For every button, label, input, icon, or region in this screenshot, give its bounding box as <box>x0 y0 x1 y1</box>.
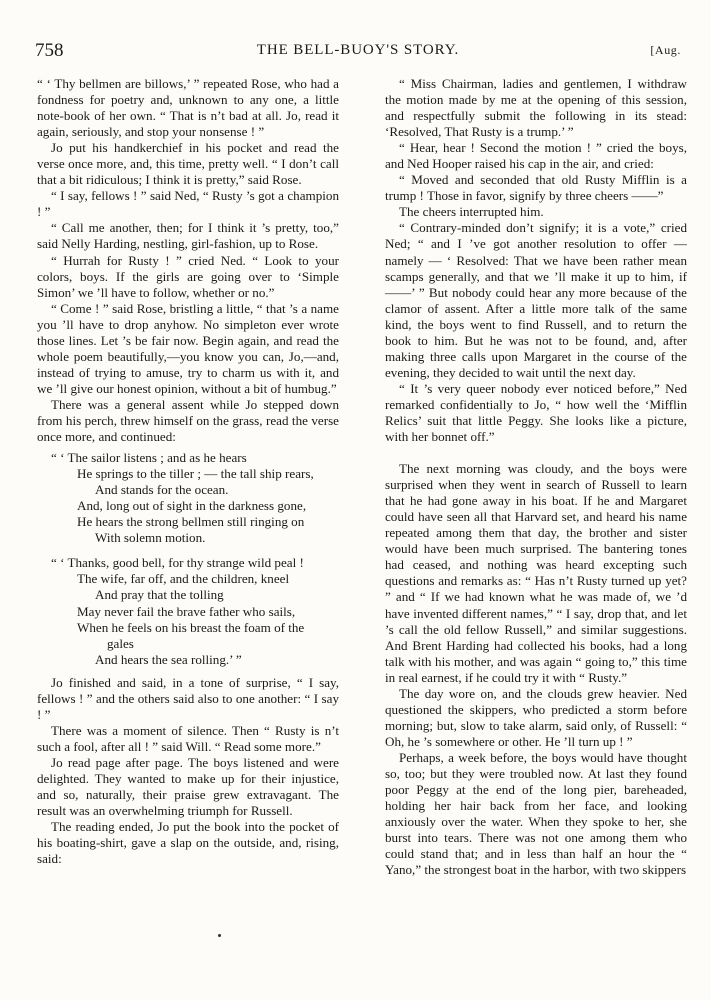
paragraph: “ Moved and seconded that old Rusty Mifflin is a trump ! Those in favor, signify by three cheers ——” <box>385 172 687 204</box>
paragraph: The day wore on, and the clouds grew heavier. Ned questioned the skippers, who predicted a storm before morning; but, slow to take alarm, said only, of Russell: “ Oh, he ’s somewhere or other. He ’ll turn up ! ” <box>385 685 687 749</box>
paragraph: “ Hurrah for Rusty ! ” cried Ned. “ Look to your colors, boys. If the girls are going over to ‘Simple Simon’ we ’ll have to follow, whether or no.” <box>37 252 339 300</box>
paragraph: “ Miss Chairman, ladies and gentlemen, I withdraw the motion made by me at the opening of this session, and respectfully submit the following in its stead: ‘Resolved, That Rusty is a trump.’ ” <box>385 76 687 140</box>
paragraph: There was a moment of silence. Then “ Rusty is n’t such a fool, after all ! ” said Will. “ Read some more.” <box>37 722 339 754</box>
poem-line: When he feels on his breast the foam of the <box>77 619 305 635</box>
paragraph: There was a general assent while Jo stepped down from his perch, threw himself on the grass, read the verse once more, and continued: <box>37 396 339 445</box>
paragraph: The reading ended, Jo put the book into the pocket of his boating-shirt, gave a slap on the outside, and, rising, said: <box>37 819 339 867</box>
poem-line: gales <box>107 635 134 651</box>
paragraph: “ ‘ Thy bellmen are billows,’ ” repeated Rose, who had a fondness for poetry and, unknown to any one, a little note-book of her own. “ That is n’t bad at all. Jo, read it again, seriously, and stop your nonsense ! ” <box>37 76 339 140</box>
paragraph: The cheers interrupted him. <box>399 204 544 220</box>
poem-line: May never fail the brave father who sails, <box>77 603 296 619</box>
paragraph: Jo finished and said, in a tone of surprise, “ I say, fellows ! ” and the others said also to one another: “ I say ! ” <box>37 674 339 722</box>
poem-line: And pray that the tolling <box>95 587 224 603</box>
poem-line: “ ‘ Thanks, good bell, for thy strange wild peal ! <box>51 555 304 571</box>
running-title: THE BELL-BUOY'S STORY. <box>256 42 460 58</box>
issue-month: [Aug. <box>650 43 681 57</box>
paragraph: Jo read page after page. The boys listened and were delighted. They wanted to make up for their injustice, and so, naturally, their praise grew extravagant. The result was an overwhelming triumph for Russell. <box>37 754 339 819</box>
poem-line: And, long out of sight in the darkness gone, <box>77 498 307 514</box>
right-column <box>385 76 687 878</box>
poem-line: He springs to the tiller ; — the tall ship rears, <box>77 466 314 482</box>
paragraph: The next morning was cloudy, and the boys were surprised when they went in search of Russell to learn that he had gone away in his boat. If he and Margaret could have seen all that Harvard set, and heard his name repeated among them that day, the brother and sister would have been much surprised. The bantering tones had ceased, and nothing was heard excepting such questions and remarks as: “ Has n’t Rusty turned up yet? ” and “ If we had known what he was made of, we ’d have invented different names,” “ I say, drop that, and let ’s call the old fellow Russell,” and similar suggestions. And Brent Harding had collected his books, had a long talk with his mother, and was again “ going to,” this time in real earnest, if he could try it with “ Rusty.” <box>385 461 687 685</box>
stanza-gap <box>51 546 339 555</box>
paragraph: “ I say, fellows ! ” said Ned, “ Rusty ’s got a champion ! ” <box>37 188 339 220</box>
section-break <box>385 445 687 461</box>
print-speck <box>218 934 221 937</box>
paragraph: “ Call me another, then; for I think it ’s pretty, too,” said Nelly Harding, nestling, girl-fashion, up to Rose. <box>37 220 339 252</box>
page-header <box>35 40 681 64</box>
paragraph: Perhaps, a week before, the boys would have thought so, too; but they were troubled now. At last they found poor Peggy at the end of the long pier, bareheaded, holding her hair back from her face, and looking anxiously over the water. When they spoke to her, she burst into tears. There was not one among them who could stand that; and in less than half an hour the “ Yano,” the strongest boat in the harbor, with two skippers <box>385 749 687 878</box>
poem-line: And stands for the ocean. <box>95 482 229 498</box>
poem-line: The wife, far off, and the children, kneel <box>77 571 290 587</box>
paragraph: “ Hear, hear ! Second the motion ! ” cried the boys, and Ned Hooper raised his cap in the air, and cried: <box>385 140 687 172</box>
paragraph: “ Come ! ” said Rose, bristling a little, “ that ’s a name you ’ll have to drop anyhow. No simpleton ever wrote those lines. Let ’s be fair now. Begin again, and read the whole poem beautifully,—you know you can, Jo,—and, instead of trying to amuse, try to charm us with it, and we ’ll give our honest opinion, without a bit of humbug.” <box>37 300 339 396</box>
paragraph: “ Contrary-minded don’t signify; it is a vote,” cried Ned; “ and I ’ve got another resolution to offer — namely — ‘ Resolved: That we have been rather mean scamps generally, and that we ’ll make it up to him, if ——’ ” But nobody could hear any more because of the clamor of assent. After a little more talk of the same kind, the boys went to find Russell, and to return the book to him. But he was not to be found, and, after making three calls upon Margaret in the course of the evening, they decided to wait until the next day. <box>385 220 687 380</box>
poem-line: He hears the strong bellmen still ringing on <box>77 514 305 530</box>
page-number: 758 <box>35 40 64 61</box>
poem-line: “ ‘ The sailor listens ; and as he hears <box>51 450 247 466</box>
poem-line: And hears the sea rolling.’ ” <box>95 651 242 667</box>
poem-line: With solemn motion. <box>95 530 206 546</box>
paragraph: “ It ’s very queer nobody ever noticed before,” Ned remarked confidentially to Jo, “ how well the ‘Mifflin Relics’ suit that little Peggy. She looks like a picture, with her bonnet off.” <box>385 380 687 445</box>
paragraph: Jo put his handkerchief in his pocket and read the verse once more, and, this time, pretty well. “ I don’t call that a bit ridiculous; I think it is pretty,” said Rose. <box>37 140 339 188</box>
poem <box>51 450 339 668</box>
left-column <box>37 76 339 867</box>
